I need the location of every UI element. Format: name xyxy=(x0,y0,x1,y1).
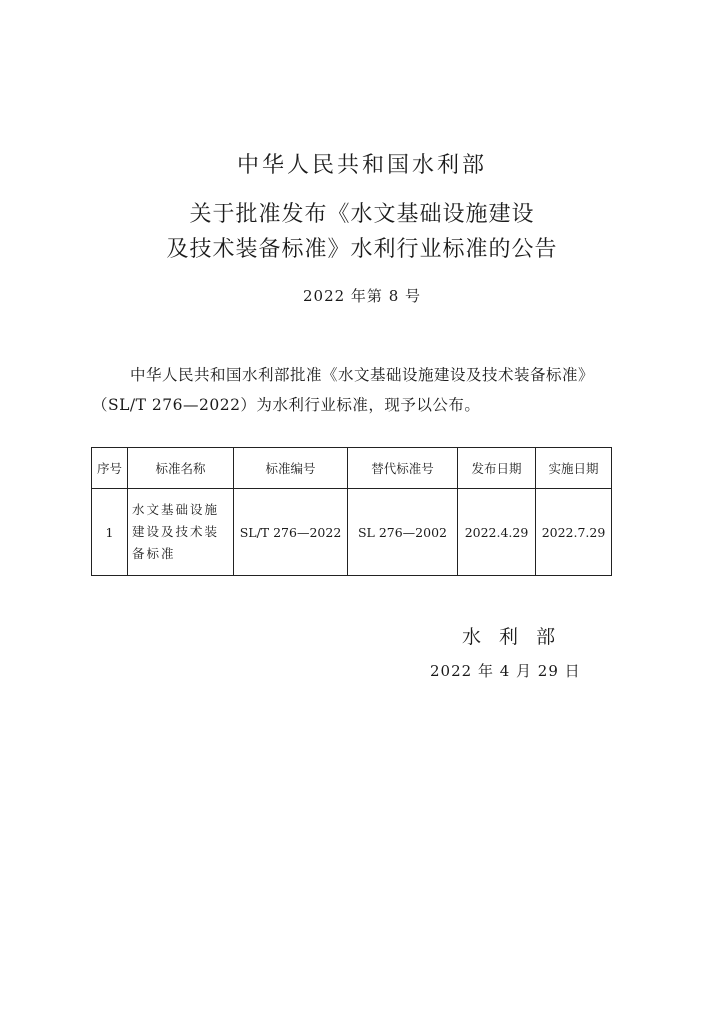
table-row xyxy=(92,489,612,576)
signature-organization: 水 利 部 xyxy=(462,626,562,648)
title-line-2: 及技术装备标准》水利行业标准的公告 xyxy=(166,237,558,262)
cell-standard-number: SL/T 276—2022 xyxy=(234,489,348,576)
cell-effective-date: 2022.7.29 xyxy=(536,489,612,576)
cell-replaced-number: SL 276—2002 xyxy=(348,489,458,576)
cell-standard-name: 水文基础设施建设及技术装备标准 xyxy=(128,489,234,576)
header-serial: 序号 xyxy=(92,448,128,489)
table-header-row xyxy=(92,448,612,489)
header-effective-date: 实施日期 xyxy=(536,448,612,489)
signature-date: 2022 年 4 月 29 日 xyxy=(430,662,581,680)
ministry-name: 中华人民共和国水利部 xyxy=(236,153,487,178)
cell-serial: 1 xyxy=(92,489,128,576)
header-standard-number: 标准编号 xyxy=(234,448,348,489)
title-line-1: 关于批准发布《水文基础设施建设 xyxy=(189,202,535,227)
standards-table xyxy=(91,447,612,576)
cell-release-date: 2022.4.29 xyxy=(458,489,536,576)
announcement-paragraph: 中华人民共和国水利部批准《水文基础设施建设及技术装备标准》（SL/T 276—2022）为水利行业标准，现予以公布。 xyxy=(92,366,595,414)
header-release-date: 发布日期 xyxy=(458,448,536,489)
header-replaced-number: 替代标准号 xyxy=(348,448,458,489)
header-standard-name: 标准名称 xyxy=(128,448,234,489)
document-number: 2022 年第 8 号 xyxy=(302,287,422,305)
